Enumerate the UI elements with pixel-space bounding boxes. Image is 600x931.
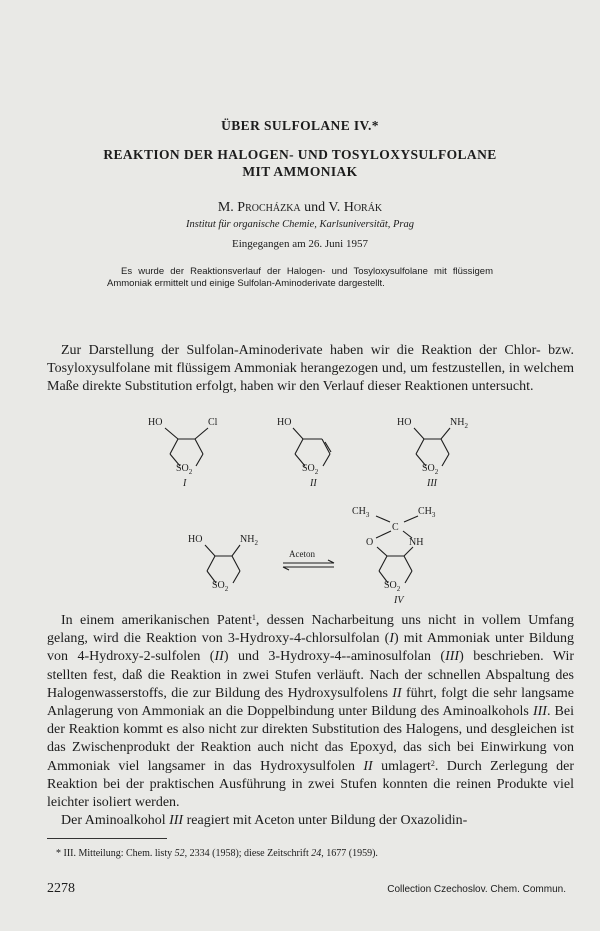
received-date: Eingegangen am 26. Juni 1957 — [232, 238, 368, 250]
body-paragraph-1: In einem amerikanischen Patent$^1$, dessen Nacharbeitung uns nicht in vollem Umfang gelang, wird die Reaktion von 3-Hydroxy-4-chlorsulfolan (I) mit Ammoniak unter Bildung von 4-Hydroxy-2-sulfolen (II) und 3-Hydroxy-4--aminosulfolan (III) beschrieben. Wir stellten fest, daß die Reaktion in zwei Stufen verläuft. Nach der schnellen Abspaltung des Halogenwasserstoffs, die zur Bildung des Hydroxysulfolens II führt, folgt die sehr langsame Anlagerung von Ammoniak an die Doppelbindung unter Bildung des Aminoalkohols III. Bei der Reaktion kommt es also nicht zur direkten Substitution des Halogens, und desgleichen ist das Zwischenprodukt der Reaktion auch nicht das Epoxyd, das sich bei Einwirkung von Ammoniak viel langsamer in das Hydroxysulfolen II umlagert$^2$. Durch Zerlegung der Reaktion bei der praktischen Ausführung in zwei Stufen konnten die reinen Produkte viel leichter isoliert werden. — [47, 613, 575, 811]
body-text — [47, 612, 574, 830]
I-ho-label: HO — [148, 417, 163, 428]
II-right-lower — [323, 454, 330, 466]
IV-label: IV — [394, 595, 404, 606]
I-right-lower — [196, 454, 203, 466]
IV-c-o-bond — [376, 531, 391, 538]
I-so2-label: $SO_2$ — [176, 463, 193, 476]
III-label: III — [427, 478, 437, 489]
III-top-bonds — [414, 428, 450, 439]
reaction-schemes — [0, 408, 600, 608]
I-right-upper — [195, 439, 203, 454]
II-top-bonds — [293, 428, 322, 439]
IV-c-n-bond — [403, 531, 412, 538]
IV-ch3-right: $CH_3$ — [418, 506, 436, 519]
IV-c-label: C — [392, 522, 399, 533]
IV-right-upper — [404, 556, 412, 571]
page-number: 2278 — [47, 881, 75, 896]
IV-so2-label: $SO_2$ — [384, 580, 401, 593]
reference-2: 2 — [430, 758, 435, 768]
II-left-upper — [295, 439, 303, 454]
authors-conjunction: und — [304, 200, 326, 215]
IV-right-lower — [405, 571, 412, 583]
equilibrium-arrows — [283, 549, 334, 570]
II-so2-label: $SO_2$ — [302, 463, 319, 476]
footnote-rule — [47, 838, 167, 839]
I-cl-label: Cl — [208, 417, 218, 428]
author2-name: Horák — [343, 200, 383, 215]
title-line-2: REAKTION DER HALOGEN- UND TOSYLOXYSULFOLANE — [103, 147, 497, 162]
author2-initial: V. — [328, 200, 341, 215]
title-line-1: ÜBER SULFOLANE IV.* — [221, 118, 379, 133]
abstract: Es wurde der Reaktionsverlauf der Halogen- und Tosyloxysulfolane mit flüssigem Ammoniak ermittelt und einige Sulfolan-Aminoderivate dargestellt. — [107, 266, 493, 290]
structure-IV — [352, 506, 436, 606]
structure-II — [277, 417, 331, 489]
authors — [0, 200, 600, 216]
structure-I — [148, 417, 218, 489]
III2-left-upper — [207, 556, 215, 571]
title-line-3: MIT AMMONIAK — [242, 164, 358, 179]
III2-right-upper — [232, 556, 240, 571]
III-right-lower — [442, 454, 449, 466]
IV-ch3-left-bond — [376, 516, 390, 522]
reference-1: 1 — [251, 613, 256, 622]
body-paragraph-2: Der Aminoalkohol III reagiert mit Aceton unter Bildung der Oxazolidin- — [61, 813, 468, 829]
III2-nh2-label: $NH_2$ — [240, 534, 258, 547]
II-ho-label: HO — [277, 417, 292, 428]
III2-so2-label: $SO_2$ — [212, 580, 229, 593]
III-ho-label: HO — [397, 417, 412, 428]
III-so2-label: $SO_2$ — [422, 463, 439, 476]
I-top-bonds — [165, 428, 208, 439]
III2-ho-label: HO — [188, 534, 203, 545]
IV-ch3-right-bond — [404, 516, 418, 522]
IV-left-upper — [379, 556, 387, 571]
structure-III-reactant — [188, 534, 258, 593]
III-nh2-label: $NH_2$ — [450, 417, 468, 430]
III2-right-lower — [233, 571, 240, 583]
footnote: * III. Mitteilung: Chem. listy 52, 2334 (1958); diese Zeitschrift 24, 1677 (1959). — [56, 848, 378, 859]
III-left-upper — [416, 439, 424, 454]
IV-ch3-left: $CH_3$ — [352, 506, 370, 519]
II-label: II — [310, 478, 317, 489]
I-left-upper — [170, 439, 178, 454]
IV-nh-label: NH — [409, 537, 424, 548]
affiliation: Institut für organische Chemie, Karlsuniversität, Prag — [186, 219, 414, 230]
author1-name: Procházka — [237, 200, 301, 215]
III2-top-bonds — [205, 545, 240, 556]
intro-paragraph: Zur Darstellung der Sulfolan-Aminoderivate haben wir die Reaktion der Chlor- bzw. Tosyloxysulfolane mit flüssigem Ammoniak herangezogen und, um festzustellen, in welchem Maße direkte Substitution erfolgt, haben wir den Verlauf dieser Reaktionen untersucht. — [47, 343, 574, 395]
author1-initial: M. — [217, 200, 234, 215]
structure-III — [397, 417, 468, 489]
III-right-upper — [441, 439, 449, 454]
I-label: I — [183, 478, 187, 489]
IV-o-ring-bond — [377, 547, 387, 556]
aceton-label: Aceton — [289, 549, 315, 559]
IV-n-ring-bond — [404, 547, 413, 556]
IV-o-label: O — [366, 537, 374, 548]
II-right-upper — [322, 439, 330, 454]
journal-name: Collection Czechoslov. Chem. Commun. — [387, 884, 566, 895]
